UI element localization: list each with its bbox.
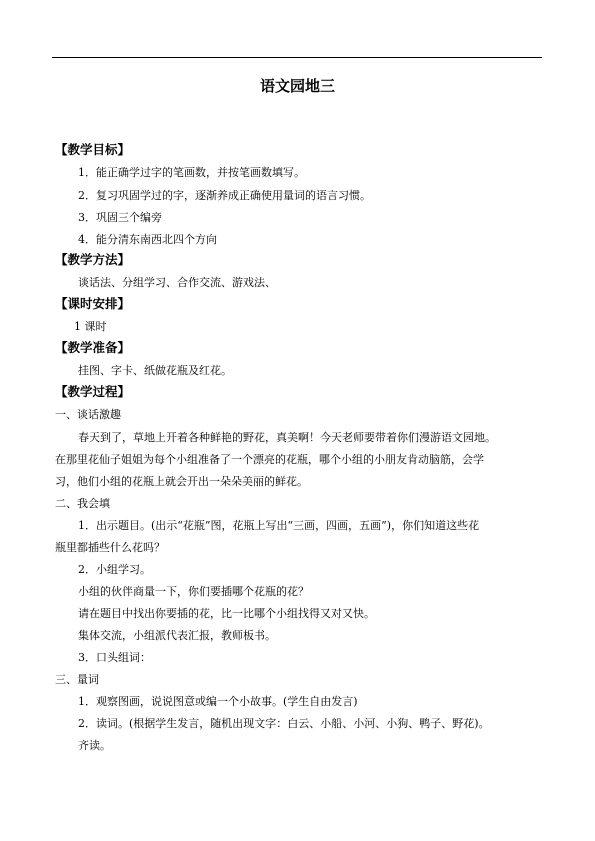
schedule-text: 1 课时 xyxy=(74,320,107,333)
paragraph-line: 习，他们小组的花瓶上就会开出一朵朵美丽的鲜花。 xyxy=(55,475,308,488)
paragraph-line: 齐读。 xyxy=(78,739,111,752)
header-rule xyxy=(52,57,542,58)
paragraph-line: 小组的伙伴商量一下，你们要插哪个花瓶的花？ xyxy=(78,585,309,598)
paragraph-line: 春天到了，草地上开着各种鲜艳的野花，真美啊！今天老师要带着你们漫游语文园地。 xyxy=(78,431,496,444)
part3-title: 三、量词 xyxy=(55,673,99,686)
methods-text: 谈话法、分组学习、合作交流、游戏法、 xyxy=(78,276,276,289)
goal-item: 1．能正确学过字的笔画数，并按笔画数填写。 xyxy=(78,166,305,179)
step-item: 3．口头组词： xyxy=(78,651,151,664)
paragraph-line: 瓶里都插些什么花吗？ xyxy=(55,541,165,554)
goal-item: 2．复习巩固学过的字，逐渐养成正确使用量词的语言习惯。 xyxy=(78,189,371,202)
paragraph-line: 集体交流，小组派代表汇报，教师板书。 xyxy=(78,629,276,642)
step-item: 2．读词。(根据学生发言，随机出现文字：白云、小船、小河、小狗、鸭子、野花)。 xyxy=(78,717,490,730)
prep-text: 挂图、字卡、纸做花瓶及红花。 xyxy=(78,364,232,377)
part1-title: 一、谈话激趣 xyxy=(55,408,121,421)
paragraph-line: 在那里花仙子姐姐为每个小组准备了一个漂亮的花瓶，哪个小组的小朋友肯动脑筋，会学 xyxy=(55,453,484,466)
paragraph-line: 1．出示题目。(出示“花瓶”图，花瓶上写出“三画，四画，五画”)，你们知道这些花 xyxy=(78,519,480,532)
methods-heading: 【教学方法】 xyxy=(55,252,131,267)
goal-item: 4．能分清东南西北四个方向 xyxy=(78,233,217,246)
step-item: 2．小组学习。 xyxy=(78,563,151,576)
process-heading: 【教学过程】 xyxy=(55,384,131,399)
goal-item: 3．巩固三个编旁 xyxy=(78,211,162,224)
paragraph-line: 请在题目中找出你要插的花，比一比哪个小组找得又对又快。 xyxy=(78,607,375,620)
schedule-heading: 【课时安排】 xyxy=(55,296,131,311)
step-item: 1．观察图画，说说图意或编一个小故事。(学生自由发言) xyxy=(78,695,358,708)
page-title: 语文园地三 xyxy=(259,77,335,95)
part2-title: 二、我会填 xyxy=(55,497,110,510)
goals-heading: 【教学目标】 xyxy=(55,142,131,157)
prep-heading: 【教学准备】 xyxy=(55,340,131,355)
